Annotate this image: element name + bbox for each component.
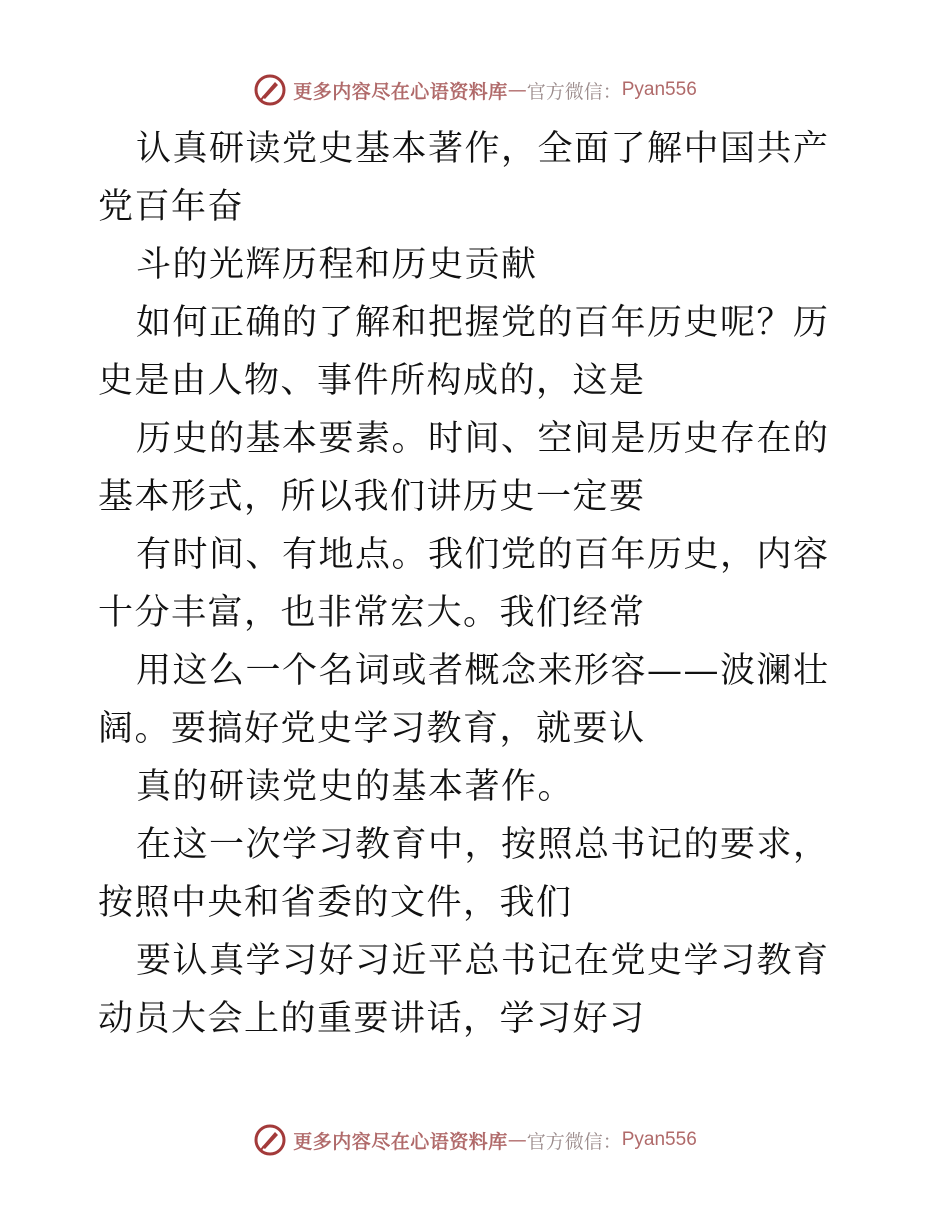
paragraph-1: 认真研读党史基本著作，全面了解中国共产党百年奋 (98, 129, 830, 227)
watermark-id: Pyan556 (621, 79, 697, 100)
watermark-text: 更多内容尽在心语资料库 (293, 1130, 508, 1153)
footer-watermark (0, 1120, 950, 1160)
paragraph-2: 斗的光辉历程和历史贡献 (136, 245, 538, 285)
watermark-dash: — (507, 1129, 527, 1151)
watermark-dash: — (507, 79, 527, 101)
paragraph-3: 如何正确的了解和把握党的百年历史呢？历史是由人物、事件所构成的，这是 (98, 303, 830, 401)
paragraph-5: 有时间、有地点。我们党的百年历史，内容十分丰富，也非常宏大。我们经常 (98, 535, 830, 633)
document-body (98, 120, 858, 1048)
watermark-label: 官方微信： (526, 80, 622, 103)
watermark-label: 官方微信： (526, 1130, 622, 1153)
header-watermark (0, 70, 950, 110)
watermark-text: 更多内容尽在心语资料库 (293, 80, 508, 103)
paragraph-6: 用这么一个名词或者概念来形容——波澜壮阔。要搞好党史学习教育，就要认 (98, 651, 830, 749)
paragraph-9: 要认真学习好习近平总书记在党史学习教育动员大会上的重要讲话，学习好习 (98, 941, 830, 1039)
quill-logo-icon (253, 1123, 287, 1157)
quill-logo-icon (253, 73, 287, 107)
watermark-id: Pyan556 (621, 1129, 697, 1150)
paragraph-7: 真的研读党史的基本著作。 (136, 767, 575, 807)
paragraph-4: 历史的基本要素。时间、空间是历史存在的基本形式，所以我们讲历史一定要 (98, 419, 830, 517)
paragraph-8: 在这一次学习教育中，按照总书记的要求，按照中央和省委的文件，我们 (98, 825, 830, 923)
